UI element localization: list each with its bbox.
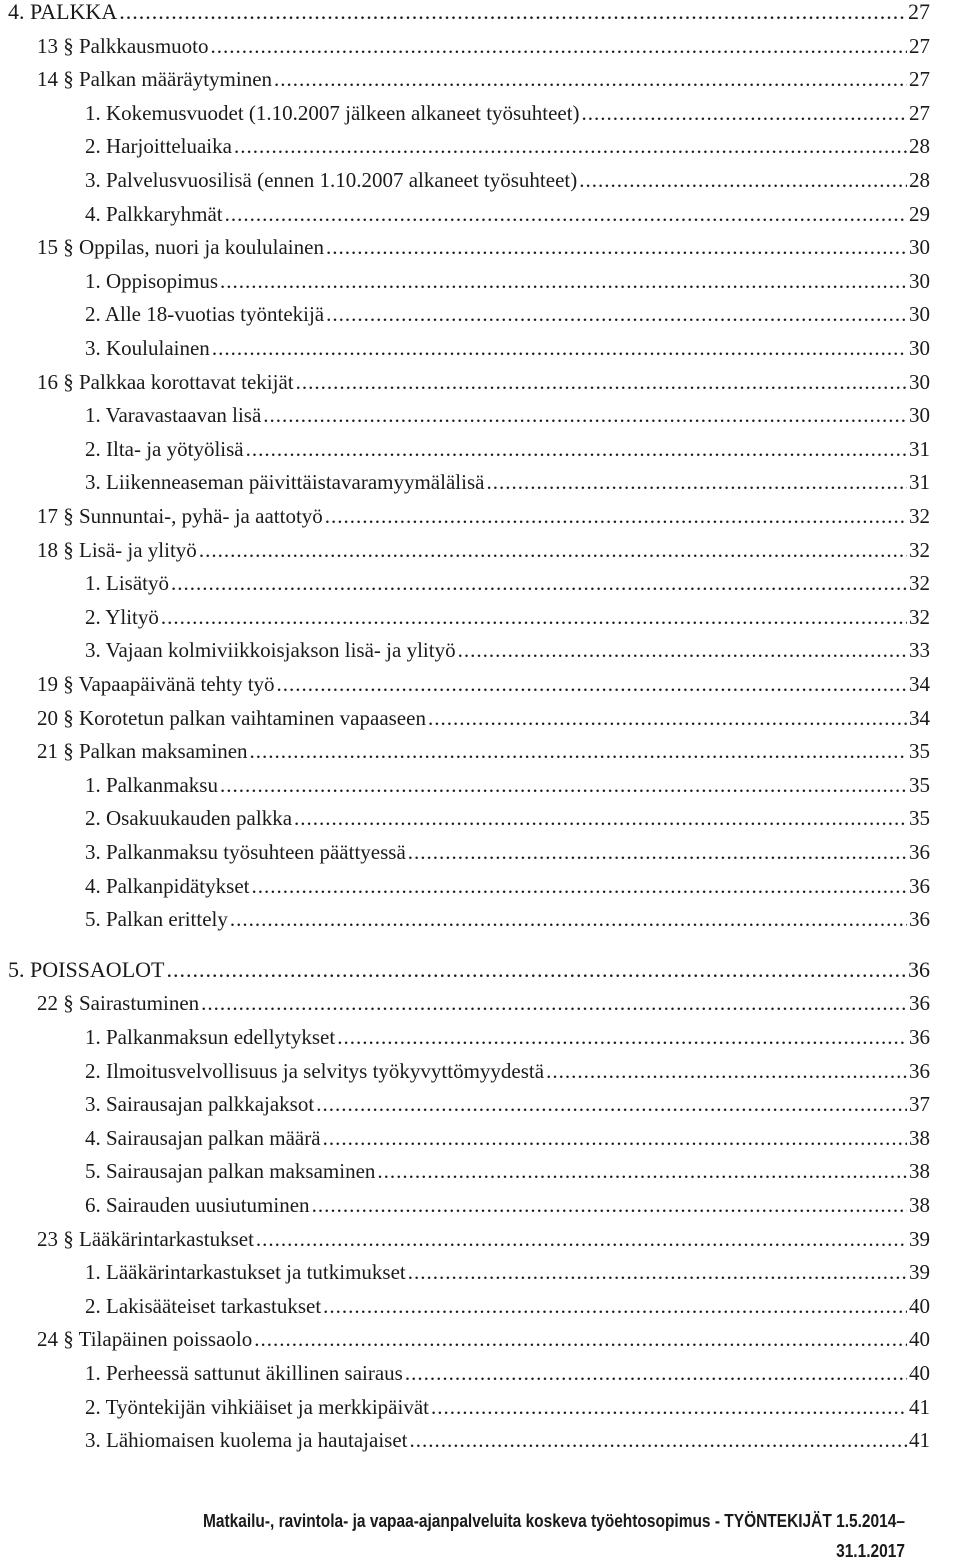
toc-entry [85,633,930,667]
toc-entry [85,600,930,634]
toc-entry [85,1121,930,1155]
toc-entry [37,701,930,735]
toc-leader-dots [323,1121,907,1155]
toc-entry-page: 35 [909,806,930,831]
toc-entry [85,1087,930,1121]
toc-subsection-row [0,1356,960,1390]
toc-entry [85,801,930,835]
toc-leader-dots [161,600,907,634]
toc-entry-page: 40 [909,1327,930,1352]
toc-entry-title: 3. Koululainen [85,336,210,360]
toc-leader-dots [325,499,907,533]
toc-section-row [0,499,960,533]
toc-entry [85,96,930,130]
toc-entry-title: 17 § Sunnuntai-, pyhä- ja aattotyö [37,504,323,528]
toc-entry [85,835,930,869]
toc-leader-dots [546,1054,907,1088]
toc-leader-dots [256,1222,907,1256]
toc-leader-dots [405,1356,907,1390]
toc-subsection-row [0,1087,960,1121]
toc-entry-title: 2. Lakisääteiset tarkastukset [85,1293,322,1318]
toc-entry [37,365,930,399]
toc-entry-page: 32 [909,604,930,629]
toc-entry-page: 27 [909,100,930,125]
toc-entry-page: 36 [909,1025,930,1049]
toc-entry [8,0,930,29]
toc-entry-page: 36 [909,907,930,932]
toc-leader-dots [263,398,907,432]
toc-subsection-row [0,129,960,163]
toc-entry-title: 6. Sairauden uusiutuminen [85,1193,310,1217]
toc-subsection-row [0,801,960,835]
toc-subsection-row [0,835,960,869]
toc-subsection-row [0,197,960,231]
toc-entry [37,1322,930,1356]
toc-section-row [0,29,960,63]
toc-subsection-row [0,869,960,903]
toc-leader-dots [199,533,907,567]
toc-entry [85,1423,930,1457]
toc-leader-dots [312,1188,907,1222]
toc-entry-page: 30 [909,302,930,327]
toc-entry [85,1020,930,1054]
toc-entry-title: 4. Sairausajan palkan määrä [85,1125,321,1150]
toc-subsection-row [0,1255,960,1289]
toc-subsection-row [0,1121,960,1155]
toc-entry [85,465,930,499]
toc-entry-page: 38 [909,1159,930,1184]
toc-leader-dots [409,1423,907,1457]
toc-subsection-row [0,768,960,802]
toc-leader-dots [250,734,907,768]
toc-leader-dots [326,297,907,331]
toc-entry-page: 30 [909,403,930,428]
toc-leader-dots [431,1390,907,1424]
toc-entry-title: 4. PALKKA [8,0,118,24]
toc-section-row [0,533,960,567]
toc-entry-page: 36 [909,840,930,864]
toc-entry-page: 35 [909,772,930,797]
toc-entry [85,1154,930,1188]
toc-section-row [0,986,960,1020]
toc-leader-dots [337,1020,907,1054]
toc-section-row [0,667,960,701]
toc-entry [85,1054,930,1088]
toc-entry [85,297,930,331]
toc-entry-title: 5. Sairausajan palkan maksaminen [85,1159,376,1184]
toc-entry-title: 18 § Lisä- ja ylityö [37,537,197,562]
toc-entry-title: 19 § Vapaapäivänä tehty työ [37,672,275,696]
toc-subsection-row [0,1188,960,1222]
toc-leader-dots [246,432,907,466]
toc-subsection-row [0,331,960,365]
toc-entry [85,1289,930,1323]
toc-subsection-row [0,902,960,936]
toc-entry-page: 40 [909,1361,930,1385]
toc-entry-title: 1. Kokemusvuodet (1.10.2007 jälkeen alkaneet työsuhteet) [85,100,580,125]
toc-entry-title: 1. Palkanmaksu [85,772,218,797]
toc-subsection-row [0,1289,960,1323]
toc-leader-dots [225,197,907,231]
toc-leader-dots [254,1322,907,1356]
toc-section-row [0,230,960,264]
toc-entry-page: 39 [909,1260,930,1285]
toc-entry-page: 27 [909,67,930,92]
toc-subsection-row [0,432,960,466]
toc-subsection-row [0,600,960,634]
toc-entry [85,768,930,802]
toc-subsection-row [0,1054,960,1088]
toc-subsection-row [0,264,960,298]
toc-entry [85,331,930,365]
toc-leader-dots [377,1154,907,1188]
page-footer: Matkailu-, ravintola- ja vapaa-ajanpalveluita koskeva työehtosopimus - TYÖNTEKIJÄT 1.5.2014–31.1.2017 [202,1511,905,1561]
toc-entry-title: 16 § Palkkaa korottavat tekijät [37,369,294,394]
toc-leader-dots [230,902,907,936]
toc-entry [85,432,930,466]
toc-entry-title: 4. Palkkaryhmät [85,201,223,226]
toc-leader-dots [408,835,907,869]
toc-entry-title: 5. POISSAOLOT [8,956,165,982]
toc-entry [85,129,930,163]
toc-leader-dots [458,633,907,667]
toc-entry-page: 27 [909,33,930,58]
toc-entry-page: 35 [909,739,930,764]
toc-entry-page: 28 [909,168,930,192]
toc-entry [37,499,930,533]
toc-entry-page: 41 [909,1394,930,1419]
toc-section-row [0,701,960,735]
toc-entry-title: 2. Osakuukauden palkka [85,806,293,831]
toc-leader-dots [119,0,906,29]
toc-leader-dots [408,1255,907,1289]
toc-entry-page: 37 [909,1092,930,1117]
toc-section-row [0,1222,960,1256]
toc-entry-title: 13 § Palkkausmuoto [37,33,209,58]
toc-entry-page: 36 [909,991,930,1016]
toc-entry [85,1188,930,1222]
toc-entry [85,902,930,936]
toc-entry [37,29,930,63]
toc-entry [37,230,930,264]
toc-entry-title: 24 § Tilapäinen poissaolo [37,1327,253,1352]
toc-entry-title: 20 § Korotetun palkan vaihtaminen vapaaseen [37,705,426,730]
toc-subsection-row [0,1390,960,1424]
toc-entry-page: 36 [909,873,930,898]
toc-leader-dots [171,566,907,600]
toc-section-row [0,62,960,96]
toc-entry-page: 36 [909,1058,930,1083]
toc-leader-dots [220,264,907,298]
toc-subsection-row [0,1154,960,1188]
toc-entry-title: 1. Lisätyö [85,571,169,596]
toc-entry-title: 2. Alle 18-vuotias työntekijä [85,302,325,327]
toc-entry [37,667,930,701]
toc-entry-page: 31 [909,470,930,495]
toc-subsection-row [0,96,960,130]
toc-subsection-row [0,163,960,197]
toc-leader-dots [294,801,907,835]
toc-entry-title: 2. Ilta- ja yötyölisä [85,436,244,461]
toc-entry [85,264,930,298]
toc-entry-page: 29 [909,201,930,226]
toc-leader-dots [251,869,907,903]
toc-subsection-row [0,566,960,600]
toc-subsection-row [0,633,960,667]
toc-leader-dots [211,29,908,63]
toc-leader-dots [166,953,906,987]
toc-section-row [0,1322,960,1356]
toc-leader-dots [428,701,907,735]
toc-entry-title: 2. Harjoitteluaika [85,134,232,159]
toc-subsection-row [0,398,960,432]
toc-leader-dots [201,986,907,1020]
toc-entry-title: 3. Vajaan kolmiviikkoisjakson lisä- ja ylityö [85,638,456,663]
toc-entry [85,163,930,197]
toc-leader-dots [323,1289,907,1323]
toc-entry-title: 1. Varavastaavan lisä [85,403,262,428]
toc-section-row [0,365,960,399]
toc-entry-page: 40 [909,1293,930,1318]
toc-entry-title: 22 § Sairastuminen [37,991,200,1016]
toc-entry-title: 21 § Palkan maksaminen [37,739,248,764]
toc-entry-title: 2. Ilmoitusvelvollisuus ja selvitys työkyvyttömyydestä [85,1058,545,1083]
toc-entry [85,197,930,231]
toc-entry-page: 36 [908,956,930,982]
toc-entry-page: 38 [909,1193,930,1217]
toc-entry-title: 3. Liikenneaseman päivittäistavaramyymälälisä [85,470,485,495]
toc-entry [37,1222,930,1256]
toc-leader-dots [579,163,907,197]
toc-entry-title: 1. Lääkärintarkastukset ja tutkimukset [85,1260,406,1285]
toc-entry [37,986,930,1020]
toc-entry-title: 3. Palvelusvuosilisä (ennen 1.10.2007 alkaneet työsuhteet) [85,168,578,192]
toc-entry-title: 2. Ylityö [85,604,159,629]
toc-entry-page: 32 [909,504,930,528]
toc-entry-title: 3. Lähiomaisen kuolema ja hautajaiset [85,1428,408,1453]
toc-entry-title: 5. Palkan erittely [85,907,228,932]
toc-entry-title: 1. Perheessä sattunut äkillinen sairaus [85,1361,403,1385]
toc-entry-page: 41 [909,1428,930,1453]
toc-leader-dots [486,465,907,499]
toc-entry-title: 2. Työntekijän vihkiäiset ja merkkipäivät [85,1394,429,1419]
toc-entry-title: 1. Palkanmaksun edellytykset [85,1025,336,1049]
toc-subsection-row [0,1423,960,1457]
toc-entry-title: 23 § Lääkärintarkastukset [37,1226,254,1251]
toc-leader-dots [234,129,907,163]
toc-entry-page: 30 [909,235,930,260]
toc-entry [37,533,930,567]
toc-entry [8,953,930,987]
toc-entry-page: 39 [909,1226,930,1251]
toc-leader-dots [296,365,907,399]
toc-entry-page: 34 [909,672,930,696]
toc-entry [37,62,930,96]
toc-leader-dots [212,331,907,365]
toc-entry-page: 30 [909,369,930,394]
toc-entry-title: 14 § Palkan määräytyminen [37,67,273,92]
toc-entry [85,869,930,903]
toc-entry-title: 3. Palkanmaksu työsuhteen päättyessä [85,840,406,864]
toc-entry-page: 30 [909,336,930,360]
toc-entry-title: 3. Sairausajan palkkajaksot [85,1092,315,1117]
toc-leader-dots [582,96,907,130]
toc-entry [85,1390,930,1424]
toc-chapter-row [0,953,960,987]
toc-entry [37,734,930,768]
toc-leader-dots [326,230,907,264]
toc-entry [85,398,930,432]
toc-subsection-row [0,1020,960,1054]
toc-entry-title: 1. Oppisopimus [85,268,219,293]
toc-leader-dots [277,667,907,701]
toc-chapter-row [0,0,960,29]
toc-entry-page: 32 [909,571,930,596]
toc-leader-dots [220,768,907,802]
toc-entry-page: 38 [909,1125,930,1150]
toc-leader-dots [316,1087,907,1121]
toc-entry-page: 34 [909,705,930,730]
toc-entry-title: 4. Palkanpidätykset [85,873,250,898]
toc-entry [85,1356,930,1390]
toc-entry-page: 33 [909,638,930,663]
toc-entry [85,566,930,600]
toc-entry-page: 27 [908,0,930,24]
toc-subsection-row [0,297,960,331]
toc-entry [85,1255,930,1289]
toc-entry-page: 28 [909,134,930,159]
toc-entry-page: 31 [909,436,930,461]
toc-entry-title: 15 § Oppilas, nuori ja koululainen [37,235,324,260]
toc-entry-page: 32 [909,537,930,562]
toc-section-row [0,734,960,768]
toc-subsection-row [0,465,960,499]
toc-entry-page: 30 [909,268,930,293]
toc-leader-dots [274,62,907,96]
